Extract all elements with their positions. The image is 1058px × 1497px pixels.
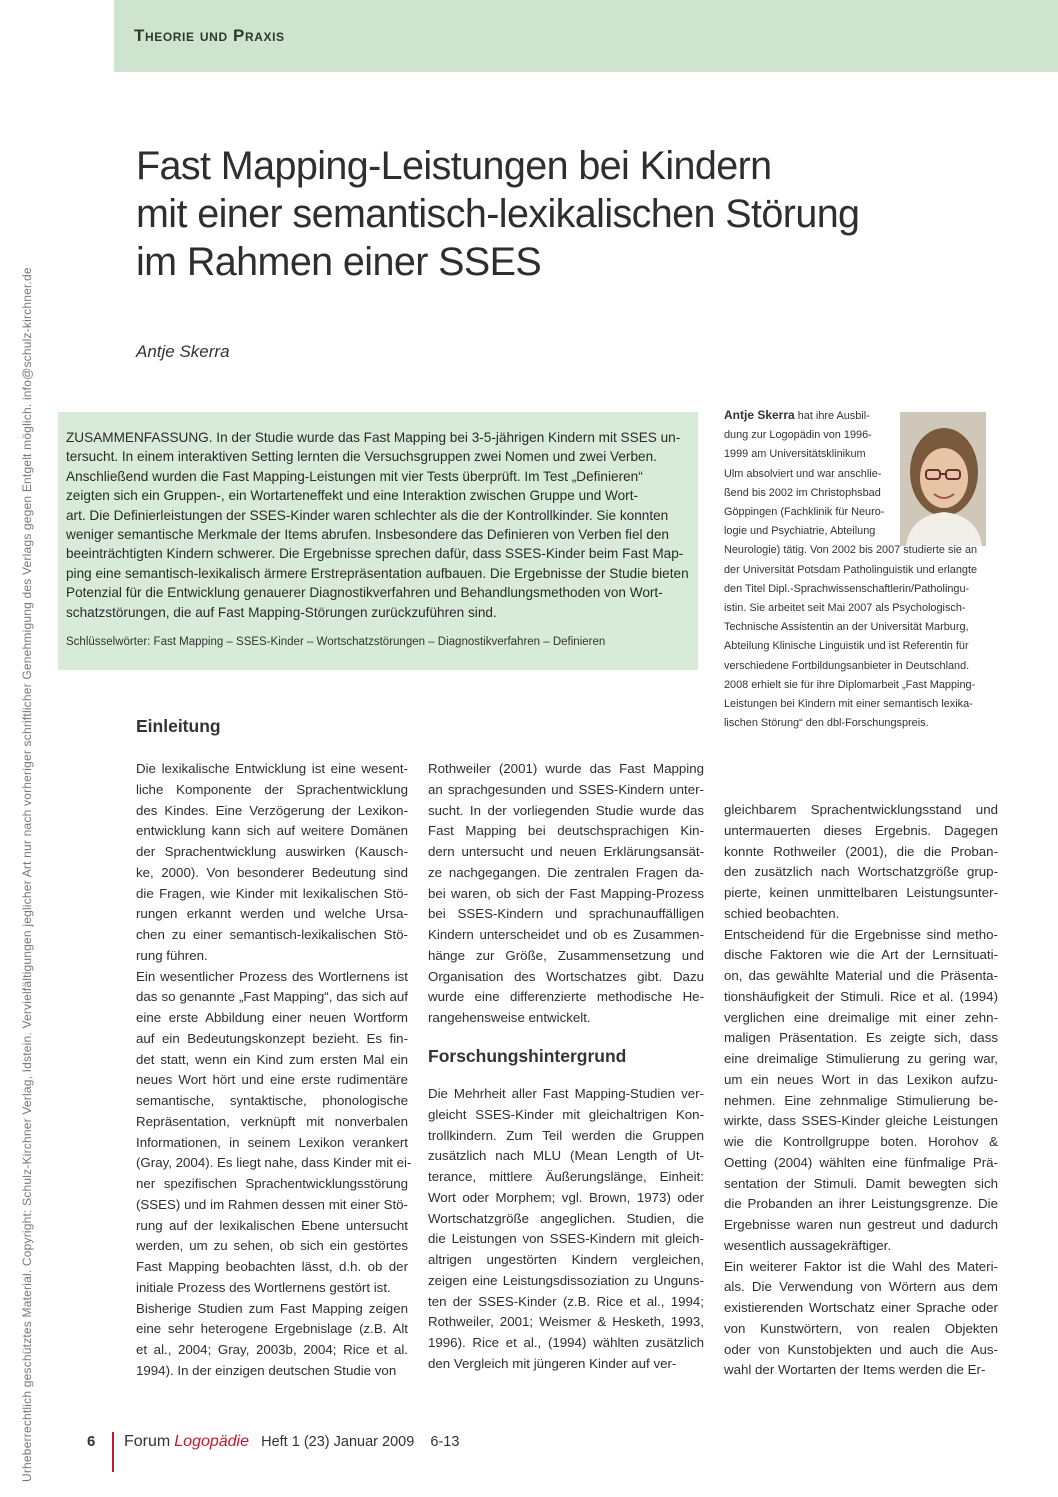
section-label: Theorie und Praxis bbox=[134, 26, 285, 45]
footer-journal bbox=[124, 1433, 459, 1451]
body-text-line: wie die Kontrollgruppe boten. Horohov & bbox=[724, 1134, 998, 1149]
body-text-line: nehmen. Eine zehnmalige Stimulierung be- bbox=[724, 1092, 998, 1108]
body-text-line: rung auf der lexikalischen Ebene untersucht bbox=[136, 1217, 408, 1233]
body-text-line: als. Die Verwendung von Wörtern aus dem bbox=[724, 1279, 998, 1295]
bio-line: istin. Sie arbeitet seit Mai 2007 als Psychologisch- bbox=[724, 602, 966, 615]
body-text-line: Rothweiler (2001) wurde das Fast Mapping bbox=[428, 761, 704, 776]
journal-issue: Heft 1 (23) Januar 2009 bbox=[261, 1434, 415, 1450]
body-text-line: zusätzlich nach MLU (Mean Length of Ut- bbox=[428, 1148, 704, 1164]
body-text-line: von Kunstwörtern, von realen Objekten bbox=[724, 1320, 998, 1336]
abstract-line: Potenzial für die Entwicklung genauerer Diagnostikverfahren und Behandlungsmethoden von Wort- bbox=[66, 585, 663, 601]
abstract-line: Anschließend wurden die Fast Mapping-Leistungen mit vier Tests überprüft. Im Test „Definieren“ bbox=[66, 468, 643, 484]
abstract-line: ping eine semantisch-lexikalisch ärmere Erstrepräsentation aufbauen. Die Ergebnisse der Studie bieten bbox=[66, 565, 689, 581]
body-text-line: tionshäufigkeit der Stimuli. Rice et al. (1994) bbox=[724, 988, 998, 1004]
copyright-sidebar: Urheberrechtlich geschütztes Material. Copyright: Schulz-Kirchner Verlag, Idstein. Vervielfältigungen jeglicher Art nur nach vorheriger schriftlicher Genehmigung des Verlags gegen Entgelt möglich. info@schulz-kirchner.de bbox=[20, 267, 34, 1482]
body-text-line: sucht. In der vorliegenden Studie wurde das bbox=[428, 802, 704, 818]
bio-line: den Titel Dipl.-Sprachwissenschaftlerin/Patholingu- bbox=[724, 582, 970, 595]
body-text-line: Oetting (2004) wählten eine fünfmalige Prä- bbox=[724, 1154, 998, 1170]
body-text-line: um ein neues Wort in das Lexikon aufzu- bbox=[724, 1071, 998, 1087]
body-text-line: Ergebnisse waren nun gestreut und dadurch bbox=[724, 1217, 998, 1232]
body-text-line: bei SSES-Kindern und sprachunauffälligen bbox=[428, 906, 704, 922]
body-text-line: 1996). Rice et al., (1994) wählten zusätzlich bbox=[428, 1335, 704, 1350]
body-text-line: wurde eine differenzierte methodische He- bbox=[428, 989, 704, 1005]
body-text-line: Wort oder Morphem; vgl. Brown, 1973) oder bbox=[428, 1189, 704, 1205]
body-text-line: liche Komponente der Sprachentwicklung bbox=[136, 781, 408, 797]
body-text-line: dische Faktoren wie die Art der Lernsituati- bbox=[724, 947, 998, 963]
body-text-line: ze nachgegangen. Die zentralen Fragen da- bbox=[428, 864, 704, 880]
bio-line: ßend bis 2002 im Christophsbad bbox=[724, 486, 881, 499]
abstract-text bbox=[66, 428, 694, 622]
body-text-line: das so genannte „Fast Mapping“, das sich auf bbox=[136, 989, 408, 1005]
title-line: im Rahmen einer SSES bbox=[136, 240, 542, 284]
body-column-3 bbox=[724, 800, 998, 1381]
bio-line: der Universität Potsdam Patholinguistik und erlangte bbox=[724, 563, 978, 576]
body-text-line: ke, 2000). Von besonderer Bedeutung sind bbox=[136, 864, 408, 880]
body-text-line: Die lexikalische Entwicklung ist eine wesent- bbox=[136, 761, 408, 776]
body-text-line: Die Mehrheit aller Fast Mapping-Studien ver- bbox=[428, 1086, 704, 1101]
body-text-line: Fast Mapping beobachten lässt, d.h. ob der bbox=[136, 1259, 408, 1274]
body-text-line: Wortschatzgröße angeglichen. Studien, die bbox=[428, 1210, 704, 1226]
body-text-line: auf ein Bedeutungskonzept bezieht. Es fin- bbox=[136, 1030, 408, 1046]
body-column-2-top bbox=[428, 759, 704, 1029]
body-text-line: eine erste Abbildung einer neuen Wortform bbox=[136, 1010, 408, 1025]
body-text-line: wirkte, dass SSES-Kinder gleiche Leistungen bbox=[724, 1113, 998, 1129]
bio-line: dung zur Logopädin von 1996- bbox=[724, 429, 872, 442]
abstract-line: beeinträchtigten Kindern schwerer. Die Ergebnisse sprechen dafür, dass SSES-Kinder beim Fast Map- bbox=[66, 546, 684, 562]
bio-line: Technische Assistentin an der Universität Marburg, bbox=[724, 621, 969, 634]
body-text-line: Ein weiterer Faktor ist die Wahl des Materi- bbox=[724, 1258, 998, 1274]
body-text-line: Ein wesentlicher Prozess des Wortlernens ist bbox=[136, 968, 408, 984]
body-text-line: initiale Prozess des Wortlernens gestört ist. bbox=[136, 1279, 391, 1295]
page-number: 6 bbox=[87, 1433, 96, 1450]
body-text-line: ner spezifischen Sprachentwicklungsstörung bbox=[136, 1176, 408, 1191]
body-text-line: det statt, wenn ein Kind zum ersten Mal ein bbox=[136, 1051, 408, 1067]
bio-line: Ulm absolviert und war anschlie- bbox=[724, 467, 882, 480]
journal-brand: Forum bbox=[124, 1433, 171, 1450]
bio-first-line bbox=[724, 406, 986, 426]
body-text-line: et al., 2004; Gray, 2003b, 2004; Rice et al. bbox=[136, 1342, 408, 1357]
body-text-line: werden, um zu sehen, ob sich ein gestörtes bbox=[136, 1238, 408, 1254]
bio-line: verschiedene Fortbildungsanbieter in Deutschland. bbox=[724, 659, 970, 672]
body-text-line: gleichbarem Sprachentwicklungsstand und bbox=[724, 802, 998, 817]
section-heading-einleitung: Einleitung bbox=[136, 716, 221, 736]
body-text-line: Rothweiler, 2001; Weismer & Hesketh, 1993, bbox=[428, 1314, 704, 1330]
abstract-line: schatzstörungen, die auf Fast Mapping-Störungen zurückzuführen sind. bbox=[66, 604, 497, 620]
abstract-line: weniger semantische Merkmale der Items abrufen. Insbesondere das Definieren von Verben fiel den bbox=[66, 527, 669, 543]
body-text-line: wahl der Wortarten der Items werden die Er- bbox=[724, 1362, 986, 1378]
body-text-line: oder von Kunstobjekten und auch die Aus- bbox=[724, 1341, 998, 1357]
bio-line-text: hat ihre Ausbil- bbox=[794, 410, 870, 422]
abstract-box bbox=[58, 412, 698, 670]
journal-pages: 6-13 bbox=[430, 1434, 460, 1450]
body-text-line: den zusätzlich nach Wortschatzgröße grup- bbox=[724, 864, 998, 880]
body-text-line: die Fragen, wie Kinder mit lexikalischen Stö- bbox=[136, 885, 408, 901]
section-header-band bbox=[114, 0, 1058, 72]
body-column-2-bottom bbox=[428, 1084, 704, 1375]
body-text-line: Organisation des Wortschatzes gibt. Dazu bbox=[428, 968, 704, 984]
body-text-line: verglichen eine dreimalige mit einer zehn- bbox=[724, 1009, 998, 1025]
body-text-line: des Kindes. Eine Verzögerung der Lexikon- bbox=[136, 802, 408, 818]
bio-line: Neurologie) tätig. Von 2002 bis 2007 studierte sie an bbox=[724, 544, 978, 557]
body-text-line: die Probanden an ihrer Leistungsgrenze. Die bbox=[724, 1196, 998, 1212]
keywords: Schlüsselwörter: Fast Mapping – SSES-Kinder – Wortschatzstörungen – Diagnostikverfahren – Definieren bbox=[66, 636, 606, 648]
bio-line: lischen Störung“ den dbl-Forschungspreis. bbox=[724, 717, 929, 730]
bio-name: Antje Skerra bbox=[724, 408, 795, 422]
article-title bbox=[136, 142, 1016, 286]
footer-divider bbox=[112, 1432, 114, 1472]
body-text-line: Entscheidend für die Ergebnisse sind metho- bbox=[724, 926, 998, 942]
body-text-line: Fast Mapping bei deutschsprachigen Kin- bbox=[428, 823, 704, 839]
body-text-line: semantische, syntaktische, phonologische bbox=[136, 1093, 408, 1108]
bio-line: Leistungen bei Kindern mit einer semantisch lexika- bbox=[724, 698, 973, 711]
body-text-line: terance, mittlere Äußerungslänge, Einheit: bbox=[428, 1169, 704, 1184]
title-line: mit einer semantisch-lexikalischen Störung bbox=[136, 192, 860, 236]
body-text-line: 1994). In der einzigen deutschen Studie von bbox=[136, 1362, 397, 1378]
body-text-line: neues Wort hört und eine erste rudimentäre bbox=[136, 1072, 408, 1088]
body-text-line: gleicht SSES-Kinder mit gleichaltrigen Kon- bbox=[428, 1106, 704, 1122]
body-text-line: der Sprachentwicklung auswirken (Kausch- bbox=[136, 844, 408, 859]
body-text-line: entwicklung kann sich auf weitere Domänen bbox=[136, 823, 408, 839]
body-text-line: ten der SSES-Kinder (z.B. Rice et al., 1994; bbox=[428, 1293, 704, 1309]
body-text-line: Informationen, in seinem Lexikon verankert bbox=[136, 1134, 408, 1150]
body-text-line: zeigen eine Leistungsdissoziation zu Unguns- bbox=[428, 1272, 704, 1288]
body-text-line: bei waren, ob sich der Fast Mapping-Prozess bbox=[428, 885, 704, 901]
body-text-line: rung führen. bbox=[136, 947, 208, 963]
body-text-line: dern untersucht und neuen Erklärungsansät- bbox=[428, 844, 704, 859]
body-text-line: rungen erkannt werden und welche Ursa- bbox=[136, 906, 408, 922]
bio-line: 1999 am Universitätsklinikum bbox=[724, 448, 866, 461]
body-text-line: existierenden Wortschatz einer Sprache oder bbox=[724, 1300, 998, 1315]
body-text-line: rangehensweise entwickelt. bbox=[428, 1010, 591, 1025]
author-byline: Antje Skerra bbox=[136, 342, 230, 361]
body-text-line: eine sehr heterogene Ergebnislage (z.B. Alt bbox=[136, 1321, 408, 1337]
body-text-line: (SSES) und im Rahmen dessen mit einer Stö- bbox=[136, 1196, 408, 1212]
body-text-line: altrigen ungestörten Kindern vergleichen, bbox=[428, 1252, 704, 1267]
body-text-line: konnte Rothweiler (2001), die die Proban- bbox=[724, 843, 998, 859]
body-text-line: chen zu einer semantisch-lexikalischen Stö- bbox=[136, 927, 408, 942]
body-text-line: Bisherige Studien zum Fast Mapping zeigen bbox=[136, 1300, 408, 1316]
bio-line: Abteilung Klinische Linguistik und ist Referentin für bbox=[724, 640, 969, 653]
abstract-line: ZUSAMMENFASSUNG. In der Studie wurde das Fast Mapping bei 3-5-jährigen Kindern mit SSES un- bbox=[66, 430, 681, 445]
title-line: Fast Mapping-Leistungen bei Kindern bbox=[136, 144, 772, 188]
abstract-line: tersucht. In einem interaktiven Setting lernten die Versuchsgruppen zwei Nomen und zwei Verben. bbox=[66, 449, 657, 465]
body-text-line: hänge zur Größe, Zusammensetzung und bbox=[428, 947, 704, 963]
body-text-line: trollkindern. Zum Teil werden die Gruppen bbox=[428, 1127, 704, 1143]
bio-line: logie und Psychiatrie, Abteilung bbox=[724, 525, 876, 538]
bio-line: Göppingen (Fachklinik für Neuro- bbox=[724, 506, 885, 519]
abstract-line: art. Die Definierleistungen der SSES-Kinder waren schlechter als die der Kontrollkinder. Sie konnten bbox=[66, 507, 669, 523]
abstract-line: zeigten sich ein Gruppen-, ein Wortarteneffekt und eine Interaktion zwischen Gruppe und Wort- bbox=[66, 488, 639, 504]
bio-line: 2008 erhielt sie für ihre Diplomarbeit „Fast Mapping- bbox=[724, 678, 976, 691]
journal-brand-accent: Logopädie bbox=[174, 1433, 250, 1450]
body-text-line: an sprachgesunden und SSES-Kindern unter- bbox=[428, 781, 704, 797]
body-text-line: Repräsentation, verknüpft mit nonverbalen bbox=[136, 1113, 408, 1129]
body-text-line: maligen Präsentation. Es zeigte sich, dass bbox=[724, 1030, 998, 1046]
body-text-line: on, das gewählte Material und die Präsenta- bbox=[724, 968, 998, 983]
body-text-line: eine dreimalige Stimulierung zu gering war, bbox=[724, 1051, 998, 1066]
body-text-line: (Gray, 2004). Es liegt nahe, dass Kinder mit ei- bbox=[136, 1155, 412, 1171]
section-heading-forschung: Forschungshintergrund bbox=[428, 1046, 627, 1066]
body-text-line: den Vergleich mit jüngeren Kinder auf ver- bbox=[428, 1355, 677, 1371]
author-bio bbox=[724, 406, 986, 733]
body-text-line: schied beobachten. bbox=[724, 905, 840, 921]
body-text-line: die Leistungen von SSES-Kindern mit gleich- bbox=[428, 1231, 704, 1247]
body-column-1 bbox=[136, 759, 412, 1382]
body-text-line: Kindern unterscheidet und ob es Zusammen- bbox=[428, 927, 704, 942]
body-text-line: pierte, keinen unmittelbaren Leistungsunter- bbox=[724, 885, 998, 900]
body-text-line: wesentlich aussagekräftiger. bbox=[724, 1237, 892, 1253]
body-text-line: sentation der Stimuli. Damit bewegten sich bbox=[724, 1175, 998, 1191]
body-text-line: untermauerten dieses Ergebnis. Dagegen bbox=[724, 822, 998, 838]
